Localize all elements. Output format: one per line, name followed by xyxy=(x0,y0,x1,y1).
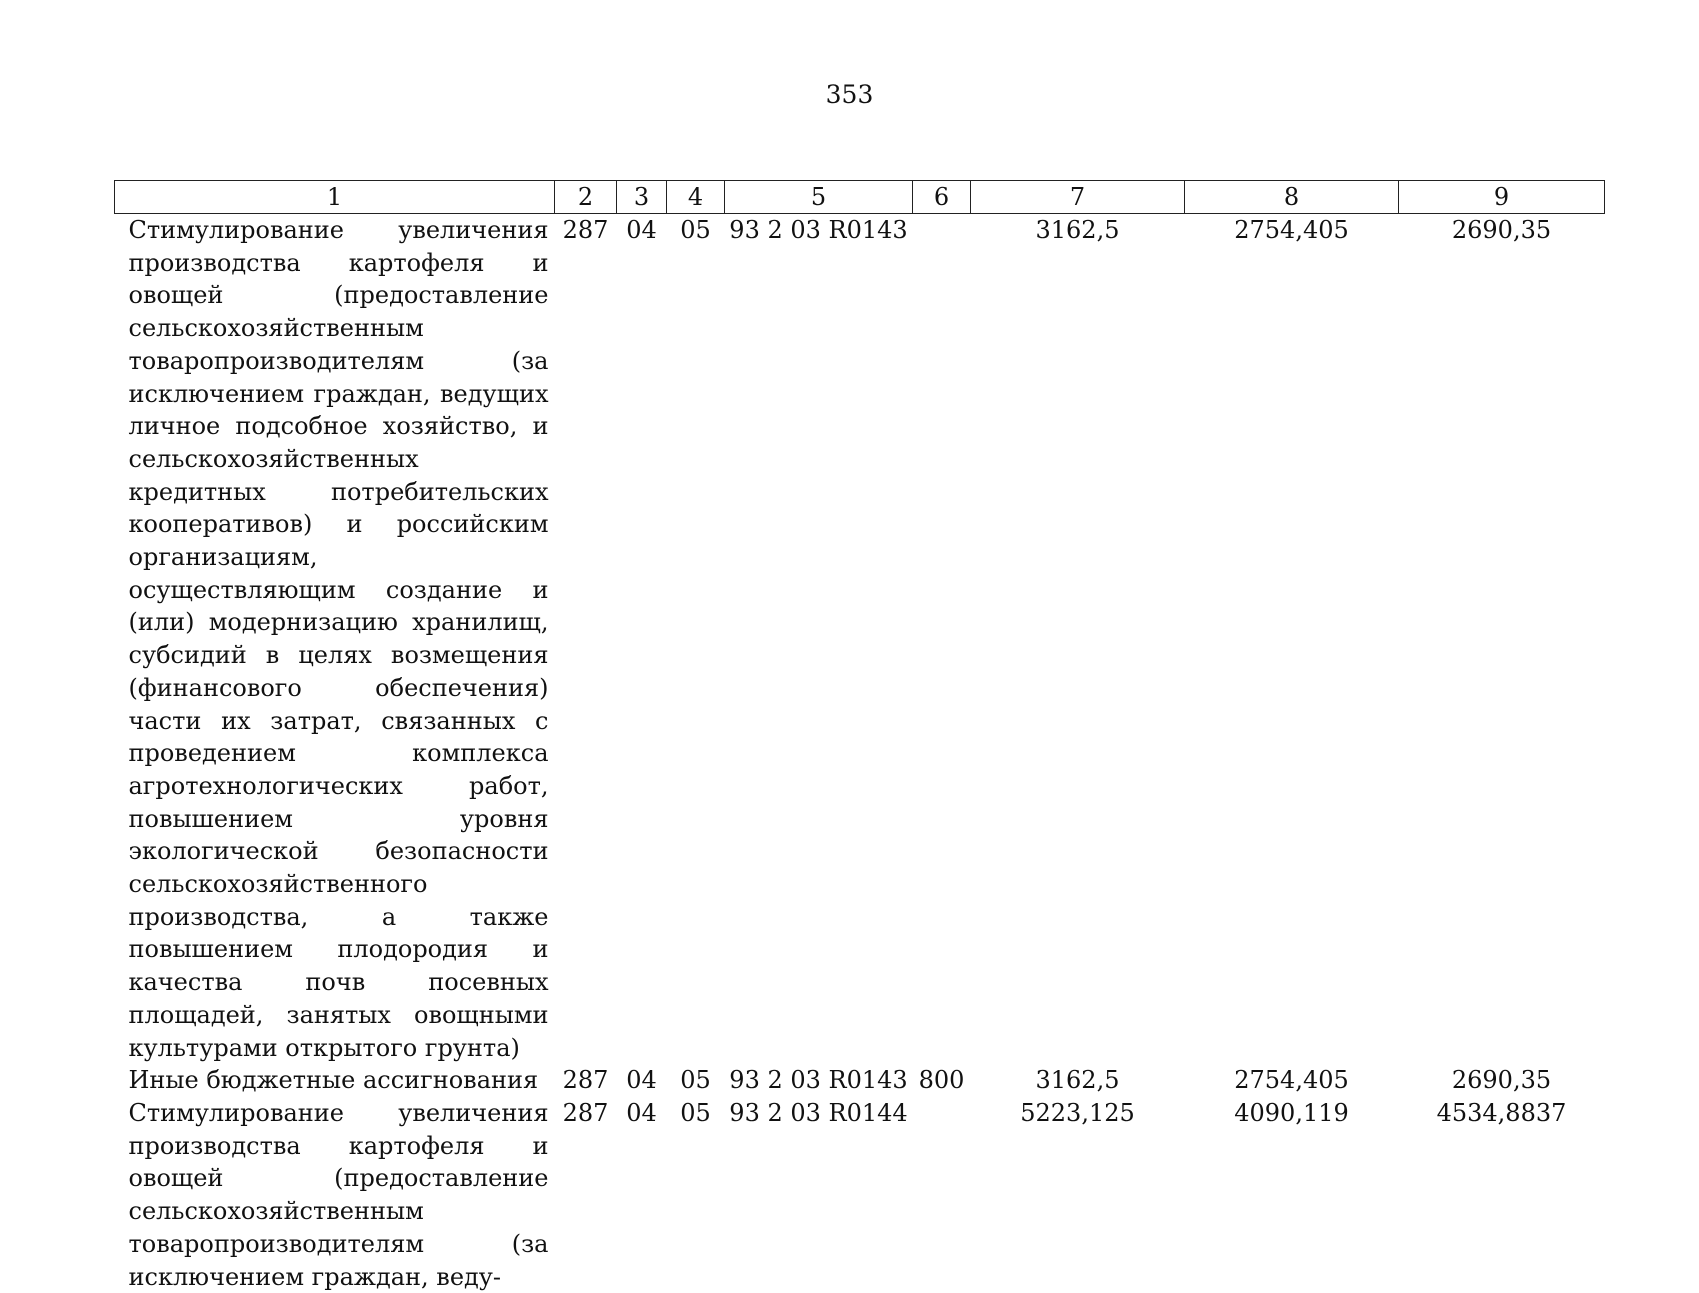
col-header-3: 3 xyxy=(617,181,667,214)
col-header-9: 9 xyxy=(1399,181,1605,214)
row-expense-type xyxy=(913,214,971,1065)
row-amount-3: 2690,35 xyxy=(1451,1066,1552,1095)
table-row xyxy=(115,1097,1605,1293)
row-subsection: 05 xyxy=(680,1066,711,1095)
row-amount-2: 2754,405 xyxy=(1234,216,1349,244)
row-target-article: 93 2 03 R0144 xyxy=(729,1098,908,1127)
budget-table xyxy=(114,180,1605,1293)
row-grbs: 287 xyxy=(562,1066,609,1095)
page-number: 353 xyxy=(825,80,874,109)
row-amount-2: 4090,119 xyxy=(1234,1098,1349,1127)
row-amount-3: 2690,35 xyxy=(1451,216,1552,244)
row-amount-3: 4534,8837 xyxy=(1436,1098,1567,1127)
col-header-4: 4 xyxy=(667,181,725,214)
row-description: Стимулирование увеличения производства картофеля и овощей (предоставление сельскохозяйственным товаропроизводителям (за исключением граждан, ведущих личное подсобное хозяйство, и сельскохозяйственных кредитных потребительских кооперативов) и российским организациям, осуществляющим создание и (или) модернизацию хранилищ, субсидий в целях возмещения (финансового обеспечения) части их затрат, связанных с проведением комплекса агротехнологических работ, повышением уровня экологической безопасности сельскохозяйственного производства, а также повышением плодородия и качества почв посевных площадей, занятых овощными культурами открытого грунта) xyxy=(128,216,549,1062)
col-header-7: 7 xyxy=(971,181,1185,214)
col-header-1: 1 xyxy=(115,181,555,214)
row-grbs: 287 xyxy=(562,216,609,244)
row-grbs: 287 xyxy=(562,1098,609,1127)
row-amount-2: 2754,405 xyxy=(1234,1066,1349,1095)
row-amount-1: 3162,5 xyxy=(1035,216,1120,244)
col-header-5: 5 xyxy=(725,181,913,214)
row-target-article: 93 2 03 R0143 xyxy=(729,216,908,244)
row-target-article: 93 2 03 R0143 xyxy=(729,1066,908,1095)
col-header-8: 8 xyxy=(1185,181,1399,214)
table-row xyxy=(115,1064,1605,1097)
col-header-6: 6 xyxy=(913,181,971,214)
row-expense-type xyxy=(913,1097,971,1293)
col-header-2: 2 xyxy=(555,181,617,214)
row-description: Стимулирование увеличения производства картофеля и овощей (предоставление сельскохозяйственным товаропроизводителям (за исключением граждан, веду- xyxy=(128,1098,549,1291)
row-section: 04 xyxy=(626,216,657,244)
row-expense-type: 800 xyxy=(918,1066,965,1095)
row-subsection: 05 xyxy=(680,1098,711,1127)
row-subsection: 05 xyxy=(680,216,711,244)
row-amount-1: 3162,5 xyxy=(1035,1066,1120,1095)
row-section: 04 xyxy=(626,1098,657,1127)
header-row xyxy=(115,181,1605,214)
row-description: Иные бюджетные ассигнования xyxy=(128,1066,539,1095)
row-amount-1: 5223,125 xyxy=(1020,1098,1135,1127)
row-section: 04 xyxy=(626,1066,657,1095)
table-row xyxy=(115,214,1605,1065)
